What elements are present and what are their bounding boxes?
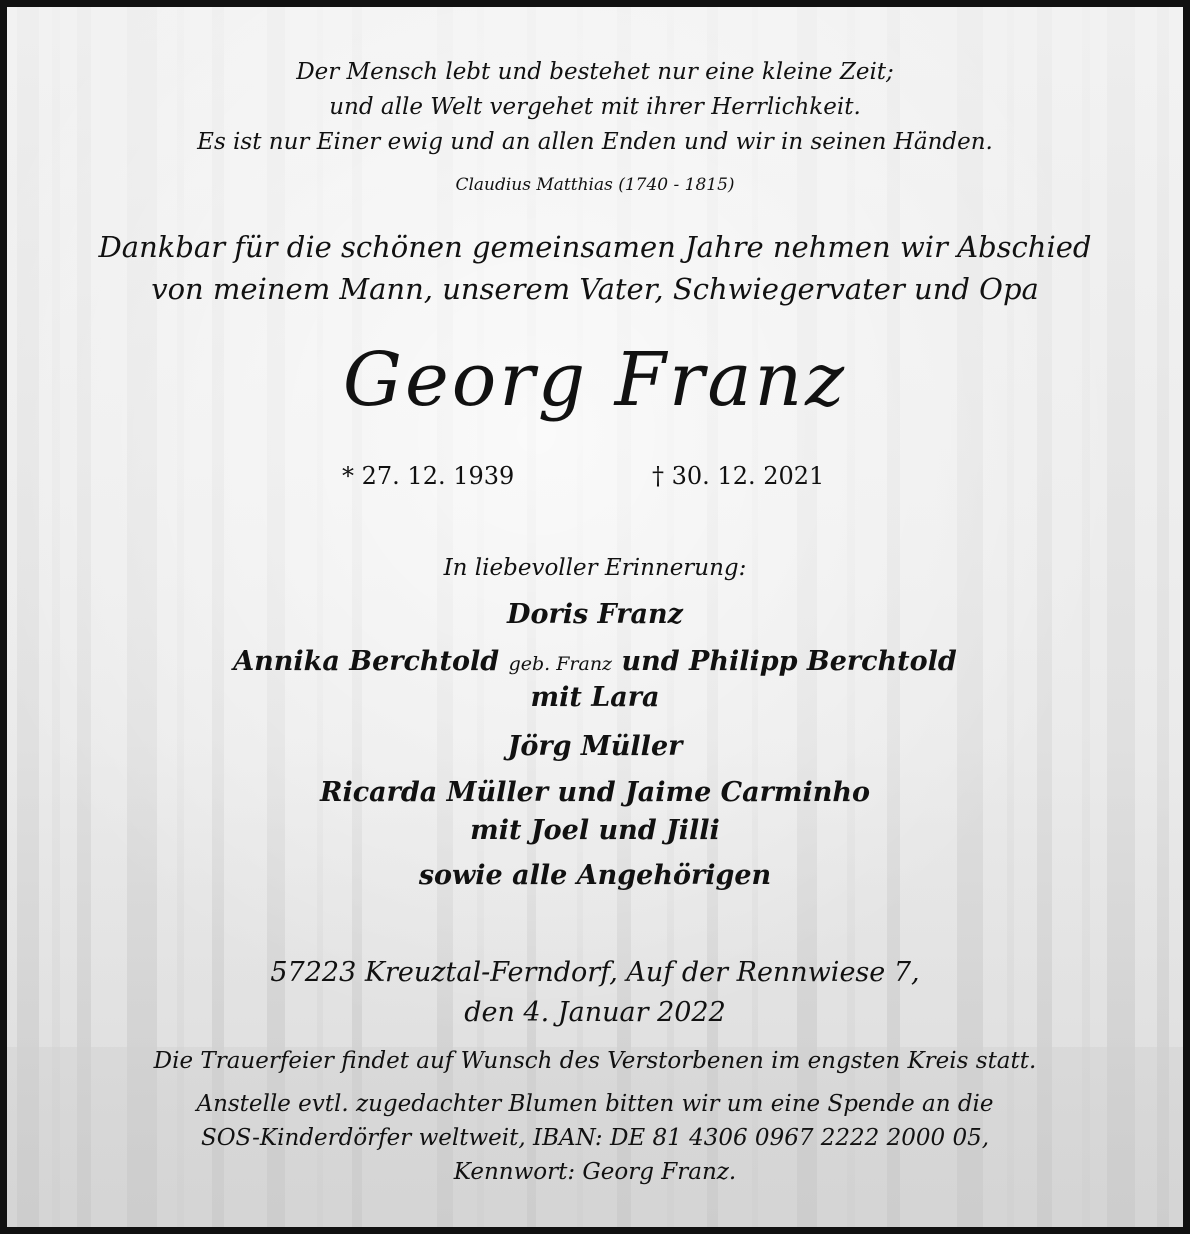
address-line: 57223 Kreuztal-Ferndorf, Auf der Rennwiese 7, xyxy=(270,957,920,988)
mourner-others: sowie alle Angehörigen xyxy=(418,860,772,891)
quote-line-1: Der Mensch lebt und bestehet nur eine kleine Zeit; xyxy=(296,59,894,85)
mourner-son: Jörg Müller xyxy=(507,731,683,762)
obituary-content xyxy=(7,7,1183,1227)
funeral-note: Die Trauerfeier findet auf Wunsch des Verstorbenen im engsten Kreis statt. xyxy=(153,1048,1037,1074)
mourner-granddaughter-children: mit Joel und Jilli xyxy=(470,815,720,846)
quote-line-3: Es ist nur Einer ewig und an allen Enden und wir in seinen Händen. xyxy=(197,129,993,155)
birth-date: * 27. 12. 1939 xyxy=(342,462,515,490)
donation-line-3: Kennwort: Georg Franz. xyxy=(453,1159,737,1185)
intro-line-2: von meinem Mann, unserem Vater, Schwiegervater und Opa xyxy=(151,272,1039,306)
mourner-daughter-child: mit Lara xyxy=(530,682,660,713)
deceased-name: Georg Franz xyxy=(342,337,848,423)
intro-line-1: Dankbar für die schönen gemeinsamen Jahre nehmen wir Abschied xyxy=(98,230,1092,264)
mourner-daughter-nee: geb. Franz xyxy=(508,653,613,675)
mourner-daughter-partner: und Philipp Berchtold xyxy=(621,646,957,677)
death-date: † 30. 12. 2021 xyxy=(652,462,825,490)
mourners-heading: In liebevoller Erinnerung: xyxy=(443,555,747,581)
mourner-daughter-name: Annika Berchtold xyxy=(233,646,500,677)
donation-line-2: SOS-Kinderdörfer weltweit, IBAN: DE 81 4306 0967 2222 2000 05, xyxy=(200,1125,990,1151)
mourner-wife: Doris Franz xyxy=(507,599,683,630)
mourner-granddaughter: Ricarda Müller und Jaime Carminho xyxy=(320,777,870,808)
mourner-daughter xyxy=(7,646,1183,677)
donation-line-1: Anstelle evtl. zugedachter Blumen bitten wir um eine Spende an die xyxy=(196,1091,994,1117)
quote-author: Claudius Matthias (1740 - 1815) xyxy=(455,175,735,195)
place-date: den 4. Januar 2022 xyxy=(464,997,726,1028)
quote-line-2: und alle Welt vergehet mit ihrer Herrlichkeit. xyxy=(329,94,861,120)
